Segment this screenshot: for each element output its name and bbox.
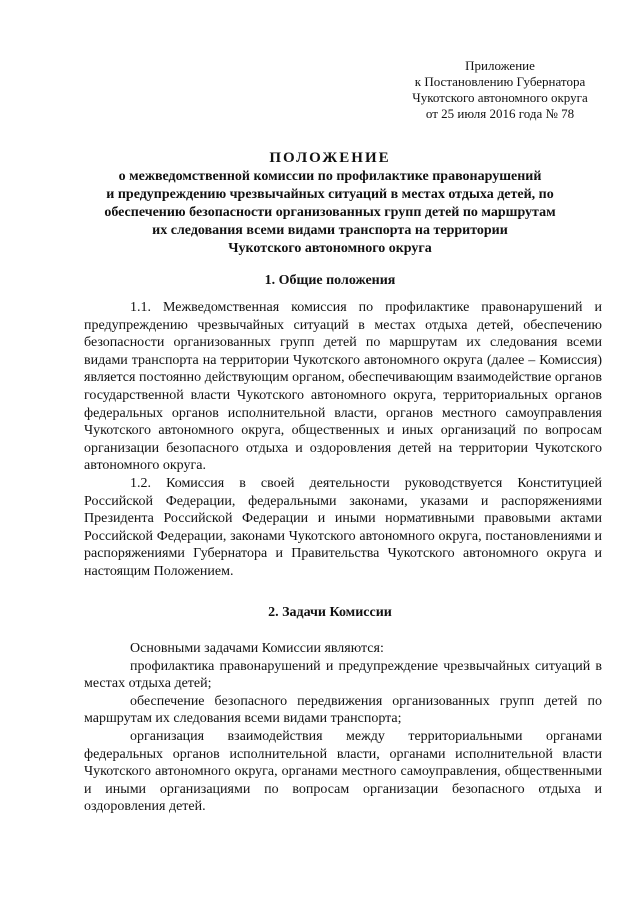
- appendix-line: Приложение: [465, 58, 535, 73]
- appendix-line: Чукотского автономного округа: [412, 90, 588, 105]
- paragraph: профилактика правонарушений и предупреждение чрезвычайных ситуаций в местах отдыха детей;: [84, 658, 602, 692]
- section-heading: 2. Задачи Комиссии: [268, 605, 392, 620]
- section-body: [84, 299, 602, 581]
- title-block: [60, 148, 600, 258]
- appendix-line: к Постановлению Губернатора: [414, 74, 586, 89]
- subtitle-line: обеспечению безопасности организованных групп детей по маршрутам: [104, 205, 556, 220]
- subtitle-line: их следования всеми видами транспорта на территории: [152, 223, 508, 238]
- paragraph: организация взаимодействия между территориальными органами федеральных органов исполнительной власти, органами исполнительной власти Чукотского автономного округа, органами местного самоуправления, общественными и иными организациями по вопросам организации безопасного отдыха и оздоровления детей.: [84, 728, 602, 815]
- document-subtitle: [60, 168, 600, 258]
- subtitle-line: и предупреждению чрезвычайных ситуаций в местах отдыха детей, по: [106, 187, 554, 202]
- paragraph: Основными задачами Комиссии являются:: [130, 641, 384, 656]
- document-title: ПОЛОЖЕНИЕ: [269, 150, 391, 166]
- paragraph: 1.2. Комиссия в своей деятельности руководствуется Конституцией Российской Федерации, федеральными законами, указами и распоряжениями Президента Российской Федерации и иными нормативными правовыми актами Российской Федерации, законами Чукотского автономного округа, постановлениями и распоряжениями Губернатора и Правительства Чукотского автономного округа и настоящим Положением.: [84, 475, 602, 579]
- subtitle-line: о межведомственной комиссии по профилактике правонарушений: [118, 169, 542, 184]
- appendix-line: от 25 июля 2016 года № 78: [425, 106, 575, 121]
- appendix-block: [400, 58, 600, 122]
- section-body: [84, 640, 602, 816]
- paragraph: 1.1. Межведомственная комиссия по профилактике правонарушений и предупреждению чрезвычайных ситуаций в местах отдыха детей, обеспечению безопасности организованных групп детей по маршрутам их следования всеми видами транспорта на территории Чукотского автономного округа (далее – Комиссия) является постоянно действующим органом, обеспечивающим взаимодействие органов государственной власти Чукотского автономного округа, территориальных органов федеральных органов исполнительной власти, органов местного самоуправления Чукотского автономного округа, общественных и иных организаций по вопросам организации безопасного отдыха и оздоровления детей на территории Чукотского автономного округа.: [84, 300, 602, 474]
- paragraph: обеспечение безопасного передвижения организованных групп детей по маршрутам их следования всеми видами транспорта;: [84, 693, 602, 727]
- section-heading: 1. Общие положения: [264, 273, 396, 288]
- subtitle-line: Чукотского автономного округа: [228, 241, 432, 256]
